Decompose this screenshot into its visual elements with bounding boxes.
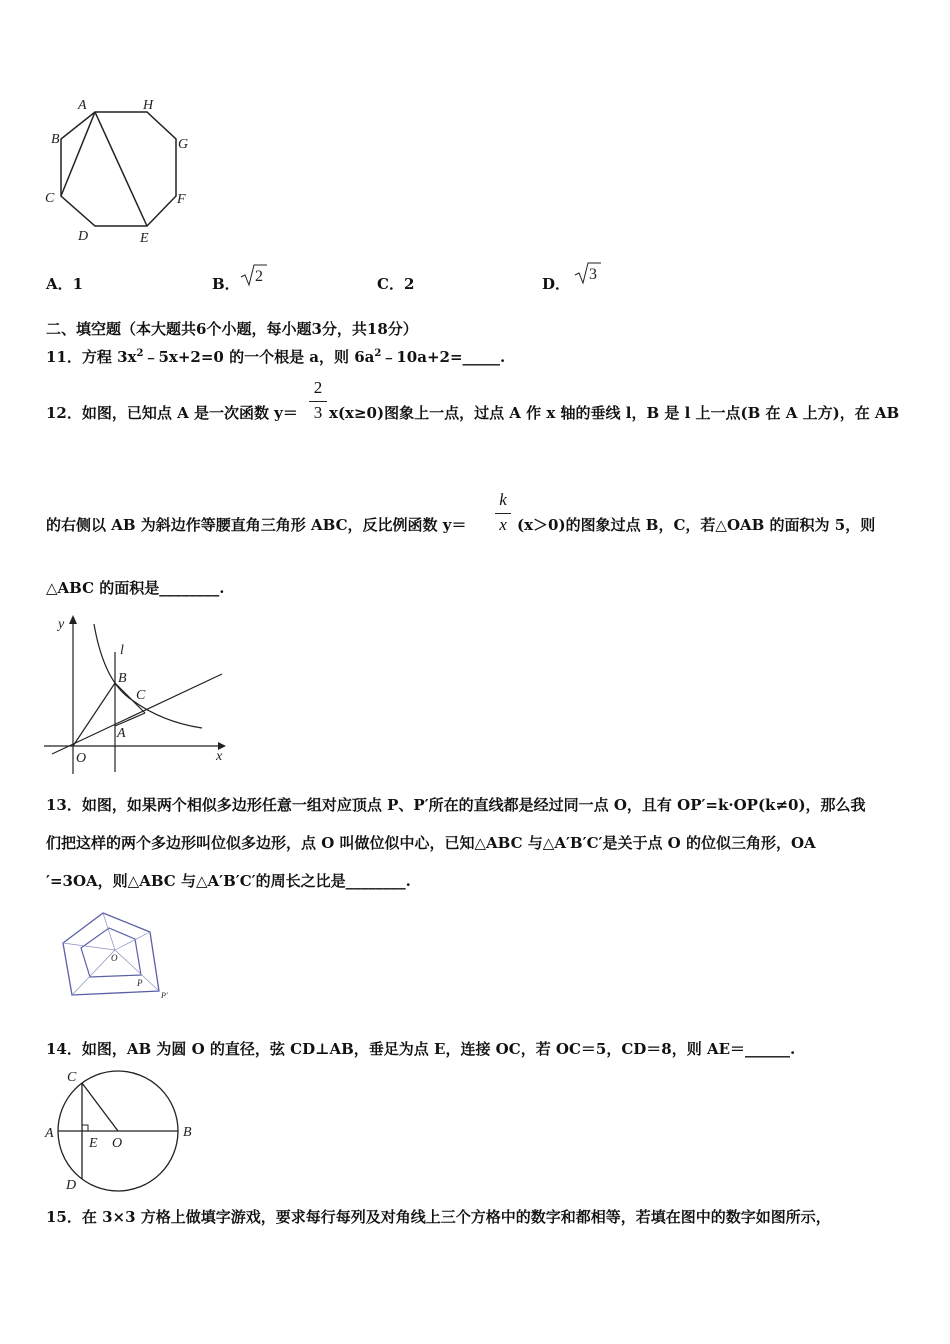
section2-heading: 二、填空题（本大题共6个小题，每小题3分，共18分） bbox=[46, 320, 418, 338]
option-b-letter: B． bbox=[212, 275, 240, 293]
question-15: 15．在 3×3 方格上做填字游戏，要求每行每列及对角线上三个方格中的数字和都相等，若填在图中的数字如图所示， bbox=[46, 1208, 831, 1226]
option-a-value: 1 bbox=[72, 275, 84, 293]
q12-frac1-num: 2 bbox=[313, 378, 323, 397]
option-d-letter: D． bbox=[542, 275, 571, 293]
label-l: l bbox=[120, 643, 124, 658]
right-angle-mark bbox=[82, 1125, 88, 1131]
label-x: x bbox=[216, 749, 223, 764]
ray-5 bbox=[63, 943, 115, 950]
segment-ob bbox=[73, 683, 115, 746]
option-c-value: 2 bbox=[403, 275, 415, 293]
label-o-origin: O bbox=[76, 751, 87, 766]
label-b-point: B bbox=[118, 671, 127, 686]
label-d-circle: D bbox=[66, 1178, 77, 1193]
option-b bbox=[212, 273, 240, 294]
hyperbola-curve bbox=[94, 624, 202, 728]
q12-graph-figure bbox=[42, 612, 242, 772]
q13-similar-polygons-figure bbox=[55, 910, 185, 1002]
q12-fraction-2-3 bbox=[309, 378, 327, 426]
label-c: C bbox=[45, 191, 55, 206]
label-e-circle: E bbox=[89, 1136, 98, 1151]
octagon-shape bbox=[61, 112, 176, 226]
label-c-point: C bbox=[136, 688, 146, 703]
q12-line3: △ABC 的面积是________. bbox=[46, 579, 225, 597]
q13-line2: 们把这样的两个多边形叫位似多边形，点 O 叫做位似中心，已知△ABC 与△A′B′C′是关于点 O 的位似三角形，OA bbox=[46, 834, 816, 852]
option-c bbox=[377, 273, 414, 294]
q11-text-a: 11．方程 3x bbox=[46, 348, 137, 366]
q12-line2-a: 的右侧以 AB 为斜边作等腰直角三角形 ABC，反比例函数 y＝ bbox=[46, 516, 467, 534]
linear-function-line bbox=[52, 674, 222, 754]
sqrt2-radicand: 2 bbox=[255, 268, 263, 285]
question-11 bbox=[46, 344, 505, 367]
label-b-circle: B bbox=[183, 1125, 192, 1140]
label-o-center: O bbox=[111, 953, 118, 963]
question-14: 14．如图，AB 为圆 O 的直径，弦 CD⊥AB，垂足为点 E，连接 OC，若 OC＝5，CD＝8，则 AE＝______. bbox=[46, 1040, 796, 1058]
q11-sup2: 2 bbox=[374, 348, 382, 359]
q13-line3: ′=3OA，则△ABC 与△A′B′C′的周长之比是________. bbox=[46, 872, 411, 890]
q11-text-b: ﹣5x+2=0 的一个根是 a，则 6a bbox=[143, 348, 375, 366]
label-f: F bbox=[177, 192, 186, 207]
q12-line1-b: x(x≥0)图象上一点，过点 A 作 x 轴的垂线 l，B 是 l 上一点(B 在 A 上方)，在 AB bbox=[329, 404, 900, 422]
q12-frac2-den: x bbox=[499, 515, 507, 534]
octagon-figure bbox=[40, 95, 200, 245]
segment-ac bbox=[115, 713, 145, 726]
option-a-letter: A． bbox=[46, 275, 73, 293]
label-h: H bbox=[143, 98, 154, 113]
sqrt2-symbol bbox=[240, 263, 268, 287]
label-a: A bbox=[78, 98, 87, 113]
q11-text-c: ﹣10a+2=_____. bbox=[381, 348, 506, 366]
ray-4 bbox=[72, 950, 115, 995]
ray-2 bbox=[115, 932, 150, 950]
label-g: G bbox=[178, 137, 189, 152]
sqrt3-radicand: 3 bbox=[589, 266, 597, 283]
label-b: B bbox=[51, 132, 60, 147]
label-d: D bbox=[78, 229, 89, 244]
label-a-point: A bbox=[117, 726, 126, 741]
q12-line2-b: (x＞0)的图象过点 B，C，若△OAB 的面积为 5，则 bbox=[517, 516, 876, 534]
label-a-circle: A bbox=[45, 1126, 54, 1141]
q12-fraction-k-x bbox=[495, 490, 511, 538]
option-d bbox=[542, 273, 570, 294]
label-p-prime: P′ bbox=[161, 991, 168, 1000]
q12-frac1-den: 3 bbox=[313, 403, 323, 422]
q12-frac2-num: k bbox=[499, 490, 507, 509]
label-p: P bbox=[137, 978, 143, 988]
label-c-circle: C bbox=[67, 1070, 77, 1085]
label-o-circle: O bbox=[112, 1136, 123, 1151]
segment-oc bbox=[82, 1083, 118, 1131]
option-a bbox=[46, 273, 83, 294]
diagonal-ae bbox=[95, 112, 147, 226]
sqrt3-symbol bbox=[574, 261, 602, 285]
q12-line1-a: 12．如图，已知点 A 是一次函数 y＝ bbox=[46, 404, 298, 422]
q11-sup1: 2 bbox=[136, 348, 144, 359]
y-axis-arrow bbox=[69, 615, 77, 624]
label-y: y bbox=[58, 617, 65, 632]
q13-line1: 13．如图，如果两个相似多边形任意一组对应顶点 P、P′所在的直线都是经过同一点 O，且有 OP′=k·OP(k≠0)，那么我 bbox=[46, 796, 866, 814]
option-c-letter: C． bbox=[377, 275, 404, 293]
label-e: E bbox=[140, 231, 149, 246]
q14-circle-figure bbox=[42, 1064, 202, 1194]
